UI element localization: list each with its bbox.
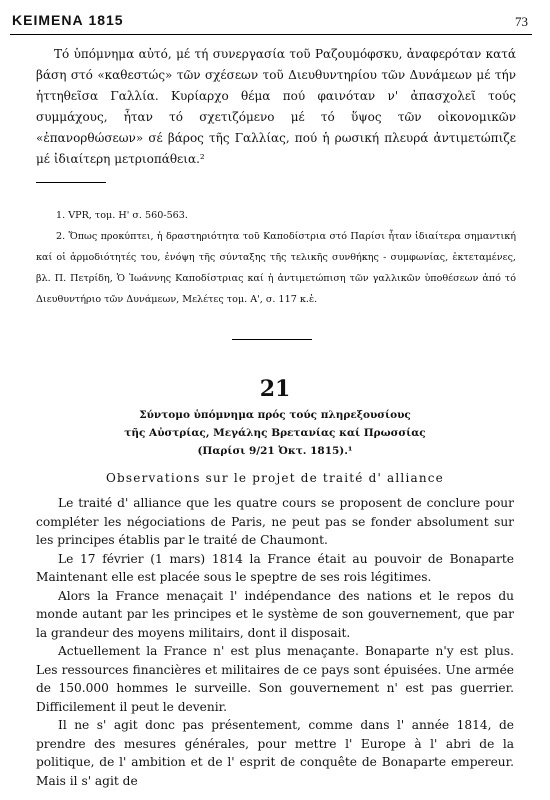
- document-number: 21: [259, 376, 291, 402]
- footnote-2: 2. Ὅπως προκύπτει, ἡ δραστηριότητα τοῦ Καποδίστρια στό Παρίσι ἦταν ἰδιαίτερα σημαντική καί οἱ ἁρμοδιότητές του, ἐνόψη τῆς σύνταξης τῆς τελικῆς συνθήκης - συμφωνίας, ἐκτεταμένες, βλ. Π. Πετρίδη, Ὁ Ἰωάννης Καποδίστριας καί ἡ ἀντιμετώπιση τῶν γαλλικῶν ὑποθέσεων ἀπό τό Διευθυντήριο τῶν Δυνάμεων, Μελέτες τομ. Α', σ. 117 κ.ἑ.: [36, 231, 516, 305]
- header-divider: [10, 34, 532, 35]
- document-greek-title: [0, 406, 550, 460]
- greek-title-line-3: (Παρίσι 9/21 Ὀκτ. 1815).¹: [197, 445, 353, 457]
- footnote-divider: [36, 182, 106, 183]
- greek-title-line-2: τῆς Αὐστρίας, Μεγάλης Βρετανίας καί Πρωσσίας: [124, 427, 426, 439]
- running-header-title: ΚΕΙΜΕΝΑ 1815: [12, 12, 124, 28]
- french-body: [36, 494, 514, 790]
- section-divider: [232, 339, 312, 340]
- greek-title-line-1: Σύντομο ὑπόμνημα πρός τούς πληρεξουσίους: [139, 409, 411, 421]
- body-paragraph-4: Actuellement la France n' est plus menaçante. Bonaparte n'y est plus. Les ressources financières et militaires de ce pays sont épuisées. Une armée de 150.000 hommes le surveille. Son gouvernement n' est pas guerrier. Difficilement il peut le devenir.: [36, 644, 514, 714]
- greek-commentary: [36, 44, 516, 170]
- greek-commentary-paragraph: Τό ὑπόμνημα αὐτό, μέ τή συνεργασία τοῦ Ραζουμόφσκυ, ἀναφερόταν κατά βάση στό «καθεστώς» τῶν σχέσεων τοῦ Διευθυντηρίου τῶν Δυνάμεων μέ τήν ἡττηθεῖσα Γαλλία. Κυρίαρχο θέμα πού φαινόταν ν' ἀπασχολεῖ τούς συμμάχους, ἦταν τό σχετιζόμενο μέ τό ὕψος τῶν οἰκονομικῶν «ἐπανορθώσεων» σέ βάρος τῆς Γαλλίας, πού ἡ ρωσική πλευρά ἀντιμετώπιζε μέ ἰδιαίτερη μετριοπάθεια.²: [36, 47, 516, 166]
- body-paragraph-2: Le 17 février (1 mars) 1814 la France était au pouvoir de Bonaparte Maintenant elle est placée sous le speptre de ses rois légitimes.: [36, 551, 514, 584]
- body-paragraph-1: Le traité d' alliance que les quatre cours se proposent de conclure pour compléter les négociations de Paris, ne peut pas se fonder absolument sur les principes établis par le traité de Chaumont.: [36, 496, 514, 547]
- page-number: 73: [515, 14, 528, 29]
- body-paragraph-5: Il ne s' agit donc pas présentement, comme dans l' année 1814, de prendre des mesures générales, pour mettre l' Europe à l' abri de la politique, de l' ambition et de l' esprit de conquête de Bonaparte empereur. Mais il s' agit de: [36, 718, 514, 788]
- french-heading: Observations sur le projet de traité d' alliance: [106, 471, 444, 485]
- footnote-1: 1. VPR, τομ. Η' σ. 560-563.: [56, 210, 188, 221]
- body-paragraph-3: Alors la France menaçait l' indépendance des nations et le repos du monde autant par les principes et le système de son gouvernement, que par la grandeur des moyens militairs, dont il disposait.: [36, 588, 514, 640]
- footnotes: [36, 205, 516, 310]
